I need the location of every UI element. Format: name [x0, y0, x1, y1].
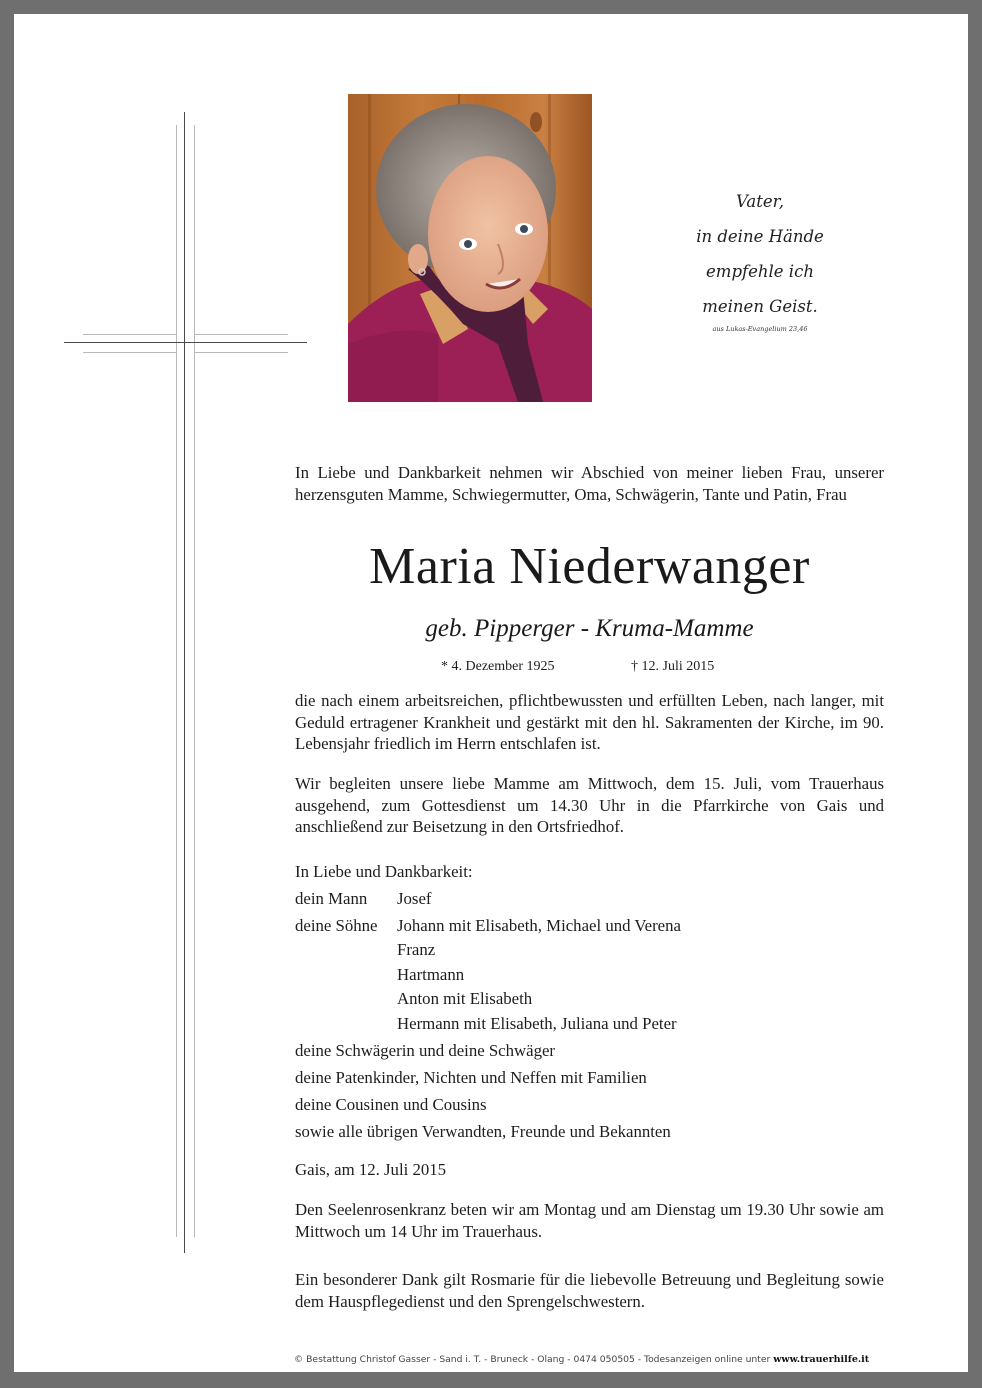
mourner-label: deine Söhne — [295, 916, 378, 935]
cross-horizontal-outline — [195, 352, 288, 353]
mourner-row: deine Schwägerin und deine Schwäger — [295, 1041, 556, 1060]
cross-vertical-line — [184, 112, 185, 1253]
place-date: Gais, am 12. Juli 2015 — [295, 1160, 447, 1179]
deceased-name: Maria Niederwanger — [369, 538, 810, 595]
bible-quote — [670, 184, 850, 324]
mourner-row — [295, 889, 432, 909]
cross-vertical-outline-left — [176, 125, 177, 1237]
intro-paragraph: In Liebe und Dankbarkeit nehmen wir Abschied von meiner lieben Frau, unserer herzensguten Mamme, Schwiegermutter, Oma, Schwägerin, Tante und Patin, Frau — [295, 463, 884, 504]
mourner-names: Hermann mit Elisabeth, Juliana und Peter — [397, 1014, 677, 1033]
mourner-row: deine Cousinen und Cousins — [295, 1095, 487, 1114]
mourner-row — [295, 916, 681, 936]
mourner-label: dein Mann — [295, 889, 368, 908]
rosary-paragraph: Den Seelenrosenkranz beten wir am Montag und am Dienstag um 19.30 Uhr sowie am Mittwoch um 14 Uhr im Trauerhaus. — [295, 1200, 884, 1241]
mourner-names: Anton mit Elisabeth — [397, 989, 533, 1008]
mourner-names: Johann mit Elisabeth, Michael und Verena — [397, 916, 681, 935]
footer-link[interactable]: www.trauerhilfe.it — [773, 1354, 870, 1365]
funeral-paragraph: Wir begleiten unsere liebe Mamme am Mittwoch, dem 15. Juli, vom Trauerhaus ausgehend, zum Gottesdienst um 14.30 Uhr in die Pfarrkirche von Gais und anschließend zur Beisetzung in den Ortsfriedhof. — [295, 774, 884, 836]
mourner-names: Franz — [397, 940, 436, 959]
birth-date: * 4. Dezember 1925 — [441, 659, 555, 674]
cross-horizontal-outline — [83, 334, 176, 335]
quote-line: meinen Geist. — [702, 297, 818, 316]
life-paragraph: die nach einem arbeitsreichen, pflichtbewussten und erfüllten Leben, nach langer, mit Geduld ertragener Krankheit und gestärkt mit den hl. Sakramenten der Kirche, im 90. Lebensjahr friedlich im Herrn entschlafen ist. — [295, 691, 884, 753]
quote-line: in deine Hände — [696, 227, 824, 246]
cross-horizontal-outline — [195, 334, 288, 335]
mourner-names: Josef — [397, 889, 432, 908]
quote-source: aus Lukas-Evangelium 23,46 — [712, 325, 808, 333]
death-date: † 12. Juli 2015 — [631, 659, 715, 674]
mourner-names: Hartmann — [397, 965, 465, 984]
mourner-row: sowie alle übrigen Verwandten, Freunde und Bekannten — [295, 1122, 671, 1141]
footer — [294, 1354, 906, 1365]
quote-line: empfehle ich — [706, 262, 814, 281]
mourner-row: deine Patenkinder, Nichten und Neffen mit Familien — [295, 1068, 647, 1087]
thanks-paragraph: Ein besonderer Dank gilt Rosmarie für die liebevolle Betreuung und Begleitung sowie dem Hauspflegedienst und den Sprengelschwestern. — [295, 1270, 884, 1311]
portrait-photo — [348, 94, 592, 402]
cross-vertical-outline-right — [194, 125, 195, 1237]
deceased-subtitle: geb. Pipperger - Kruma-Mamme — [425, 615, 754, 642]
cross-horizontal-line — [64, 342, 307, 343]
cross-horizontal-outline — [83, 352, 176, 353]
quote-line: Vater, — [736, 192, 784, 211]
footer-text: © Bestattung Christof Gasser - Sand i. T. - Bruneck - Olang - 0474 050505 - Todesanzeigen online unter — [294, 1354, 774, 1365]
mourners-heading: In Liebe und Dankbarkeit: — [295, 862, 473, 881]
